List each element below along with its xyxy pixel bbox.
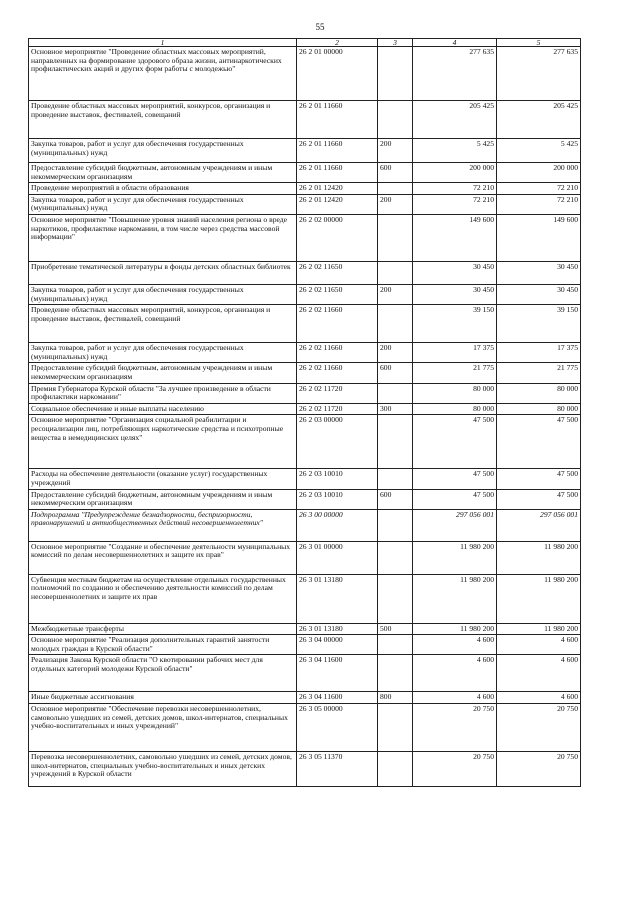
- row-value-1: 297 056 001: [413, 509, 497, 541]
- row-code: 26 3 04 00000: [297, 635, 378, 655]
- row-value-2: 297 056 001: [497, 509, 581, 541]
- table-row: [29, 623, 581, 635]
- table-row: [29, 363, 581, 383]
- row-code: 26 3 04 11600: [297, 692, 378, 704]
- row-code: 26 3 01 13180: [297, 623, 378, 635]
- row-name: Предоставление субсидий бюджетным, автономным учреждениям и иным некоммерческим организациям: [29, 489, 297, 509]
- row-value-1: 47 500: [413, 469, 497, 489]
- row-value-2: 11 980 200: [497, 541, 581, 574]
- row-code: 26 2 03 00000: [297, 415, 378, 469]
- row-value-1: 20 750: [413, 704, 497, 752]
- table-row: [29, 655, 581, 692]
- row-name: Межбюджетные трансферты: [29, 623, 297, 635]
- row-value-1: 277 635: [413, 47, 497, 101]
- row-value-2: 30 450: [497, 261, 581, 284]
- row-value-1: 4 600: [413, 635, 497, 655]
- table-row: [29, 469, 581, 489]
- row-name: Иные бюджетные ассигнования: [29, 692, 297, 704]
- row-code: 26 3 04 11600: [297, 655, 378, 692]
- row-name: Перевозка несовершеннолетних, самовольно ушедших из семей, детских домов, школ-интернатов, специальных учебно-воспитательных и иных детских учреждений в Курской области: [29, 752, 297, 787]
- row-type: [378, 469, 413, 489]
- row-value-1: 72 210: [413, 183, 497, 195]
- table-row: [29, 163, 581, 183]
- row-value-1: 11 980 200: [413, 541, 497, 574]
- row-value-2: 17 375: [497, 343, 581, 363]
- row-type: 600: [378, 489, 413, 509]
- row-value-2: 4 600: [497, 635, 581, 655]
- table-row: [29, 194, 581, 214]
- row-value-1: 4 600: [413, 655, 497, 692]
- row-code: 26 2 02 00000: [297, 214, 378, 261]
- row-value-2: 11 980 200: [497, 574, 581, 623]
- row-value-2: 5 425: [497, 139, 581, 163]
- row-name: Закупка товаров, работ и услуг для обеспечения государственных (муниципальных) нужд: [29, 343, 297, 363]
- row-code: 26 2 02 11650: [297, 261, 378, 284]
- row-value-2: 72 210: [497, 183, 581, 195]
- table-row: [29, 183, 581, 195]
- row-type: [378, 183, 413, 195]
- table-row: [29, 752, 581, 787]
- row-code: 26 2 03 10010: [297, 469, 378, 489]
- table-row: [29, 415, 581, 469]
- column-header-name: 1: [29, 39, 297, 47]
- row-name: Основное мероприятие "Реализация дополнительных гарантий занятости молодых граждан в Курской области": [29, 635, 297, 655]
- row-type: [378, 541, 413, 574]
- row-code: 26 2 02 11650: [297, 284, 378, 304]
- row-code: 26 3 00 00000: [297, 509, 378, 541]
- row-name: Закупка товаров, работ и услуг для обеспечения государственных (муниципальных) нужд: [29, 284, 297, 304]
- row-value-2: 20 750: [497, 752, 581, 787]
- row-type: 200: [378, 284, 413, 304]
- table-row: [29, 403, 581, 415]
- table-row: [29, 489, 581, 509]
- row-type: [378, 383, 413, 403]
- row-name: Подпрограмма "Предупреждение безнадзорности, беспризорности, правонарушений и антиобщественных действий несовершеннолетних": [29, 509, 297, 541]
- row-name: Предоставление субсидий бюджетным, автономным учреждениям и иным некоммерческим организациям: [29, 163, 297, 183]
- row-value-1: 205 425: [413, 101, 497, 139]
- row-type: 200: [378, 139, 413, 163]
- row-code: 26 2 01 00000: [297, 47, 378, 101]
- header-row: [29, 39, 581, 47]
- row-type: 300: [378, 403, 413, 415]
- row-value-2: 21 775: [497, 363, 581, 383]
- row-type: [378, 261, 413, 284]
- row-name: Основное мероприятие "Проведение областных массовых мероприятий, направленных на формирование здорового образа жизни, антинаркотических профилактических акций и других форм работы с молодежью": [29, 47, 297, 101]
- row-type: 800: [378, 692, 413, 704]
- row-type: [378, 214, 413, 261]
- row-value-1: 11 980 200: [413, 623, 497, 635]
- row-code: 26 3 05 00000: [297, 704, 378, 752]
- row-value-1: 5 425: [413, 139, 497, 163]
- row-value-2: 80 000: [497, 383, 581, 403]
- row-name: Предоставление субсидий бюджетным, автономным учреждениям и иным некоммерческим организациям: [29, 363, 297, 383]
- table-row: [29, 574, 581, 623]
- row-type: 200: [378, 194, 413, 214]
- row-value-1: 39 150: [413, 305, 497, 343]
- row-value-2: 47 500: [497, 415, 581, 469]
- row-value-2: 11 980 200: [497, 623, 581, 635]
- row-value-1: 80 000: [413, 403, 497, 415]
- row-code: 26 3 05 11370: [297, 752, 378, 787]
- row-value-1: 20 750: [413, 752, 497, 787]
- row-value-1: 200 000: [413, 163, 497, 183]
- row-name: Приобретение тематической литературы в фонды детских областных библиотек: [29, 261, 297, 284]
- row-code: 26 3 01 00000: [297, 541, 378, 574]
- row-value-1: 17 375: [413, 343, 497, 363]
- row-type: [378, 655, 413, 692]
- row-value-1: 21 775: [413, 363, 497, 383]
- row-value-1: 30 450: [413, 261, 497, 284]
- row-value-2: 4 600: [497, 692, 581, 704]
- column-header-type: 3: [378, 39, 413, 47]
- row-type: 200: [378, 343, 413, 363]
- row-code: 26 2 03 10010: [297, 489, 378, 509]
- row-code: 26 2 01 12420: [297, 183, 378, 195]
- row-value-1: 11 980 200: [413, 574, 497, 623]
- row-type: [378, 704, 413, 752]
- table-row: [29, 692, 581, 704]
- row-name: Основное мероприятие "Обеспечение перевозки несовершеннолетних, самовольно ушедших из семей, детских домов, школ-интернатов, специальных учебно-воспитательных и иных учреждений": [29, 704, 297, 752]
- row-code: 26 2 01 11660: [297, 101, 378, 139]
- table-row: [29, 509, 581, 541]
- column-header-value-2: 5: [497, 39, 581, 47]
- row-name: Субвенция местным бюджетам на осуществление отдельных государственных полномочий по созданию и обеспечению деятельности комиссий по делам несовершеннолетних и защите их прав: [29, 574, 297, 623]
- row-type: [378, 47, 413, 101]
- table-row: [29, 343, 581, 363]
- row-type: [378, 415, 413, 469]
- table-row: [29, 635, 581, 655]
- row-name: Проведение областных массовых мероприятий, конкурсов, организация и проведение выставок, фестивалей, совещаний: [29, 305, 297, 343]
- row-value-2: 30 450: [497, 284, 581, 304]
- row-value-2: 80 000: [497, 403, 581, 415]
- row-value-1: 72 210: [413, 194, 497, 214]
- row-value-1: 4 600: [413, 692, 497, 704]
- row-name: Закупка товаров, работ и услуг для обеспечения государственных (муниципальных) нужд: [29, 139, 297, 163]
- row-code: 26 2 02 11660: [297, 363, 378, 383]
- row-value-2: 39 150: [497, 305, 581, 343]
- row-value-2: 72 210: [497, 194, 581, 214]
- row-type: [378, 752, 413, 787]
- row-value-1: 80 000: [413, 383, 497, 403]
- row-code: 26 2 02 11720: [297, 403, 378, 415]
- row-code: 26 2 02 11660: [297, 305, 378, 343]
- budget-table: [28, 38, 581, 787]
- page-number: 55: [315, 22, 325, 32]
- row-value-2: 277 635: [497, 47, 581, 101]
- row-name: Основное мероприятие "Повышение уровня знаний населения региона о вреде наркотиков, профилактике наркомании, в том числе через средства массовой информации": [29, 214, 297, 261]
- row-type: [378, 305, 413, 343]
- row-name: Проведение мероприятий в области образования: [29, 183, 297, 195]
- row-code: 26 3 01 13180: [297, 574, 378, 623]
- row-type: [378, 509, 413, 541]
- row-name: Реализация Закона Курской области "О квотировании рабочих мест для отдельных категорий молодежи Курской области": [29, 655, 297, 692]
- row-type: [378, 101, 413, 139]
- row-value-2: 20 750: [497, 704, 581, 752]
- row-value-1: 149 600: [413, 214, 497, 261]
- row-name: Основное мероприятие "Создание и обеспечение деятельности муниципальных комиссий по делам несовершеннолетних и защите их прав": [29, 541, 297, 574]
- row-name: Проведение областных массовых мероприятий, конкурсов, организация и проведение выставок, фестивалей, совещаний: [29, 101, 297, 139]
- table-row: [29, 101, 581, 139]
- row-value-2: 149 600: [497, 214, 581, 261]
- row-code: 26 2 02 11660: [297, 343, 378, 363]
- row-type: [378, 635, 413, 655]
- column-header-value-1: 4: [413, 39, 497, 47]
- row-code: 26 2 02 11720: [297, 383, 378, 403]
- row-type: 600: [378, 163, 413, 183]
- row-name: Основное мероприятие "Организация социальной реабилитации и ресоциализации лиц, потребляющих наркотические средства и психотропные вещества в немедицинских целях": [29, 415, 297, 469]
- column-header-code: 2: [297, 39, 378, 47]
- row-name: Закупка товаров, работ и услуг для обеспечения государственных (муниципальных) нужд: [29, 194, 297, 214]
- table-row: [29, 47, 581, 101]
- row-value-2: 4 600: [497, 655, 581, 692]
- row-name: Социальное обеспечение и иные выплаты населению: [29, 403, 297, 415]
- row-value-2: 200 000: [497, 163, 581, 183]
- row-name: Расходы на обеспечение деятельности (оказание услуг) государственных учреждений: [29, 469, 297, 489]
- table-row: [29, 261, 581, 284]
- row-value-2: 205 425: [497, 101, 581, 139]
- table-row: [29, 704, 581, 752]
- table-row: [29, 214, 581, 261]
- table-row: [29, 541, 581, 574]
- row-value-1: 47 500: [413, 415, 497, 469]
- table-row: [29, 139, 581, 163]
- row-type: 500: [378, 623, 413, 635]
- row-value-1: 47 500: [413, 489, 497, 509]
- row-value-2: 47 500: [497, 469, 581, 489]
- row-code: 26 2 01 11660: [297, 139, 378, 163]
- row-value-2: 47 500: [497, 489, 581, 509]
- table-row: [29, 383, 581, 403]
- row-type: 600: [378, 363, 413, 383]
- row-type: [378, 574, 413, 623]
- row-code: 26 2 01 12420: [297, 194, 378, 214]
- table-row: [29, 305, 581, 343]
- row-code: 26 2 01 11660: [297, 163, 378, 183]
- row-name: Премия Губернатора Курской области "За лучшее произведение в области профилактики наркомании": [29, 383, 297, 403]
- table-row: [29, 284, 581, 304]
- row-value-1: 30 450: [413, 284, 497, 304]
